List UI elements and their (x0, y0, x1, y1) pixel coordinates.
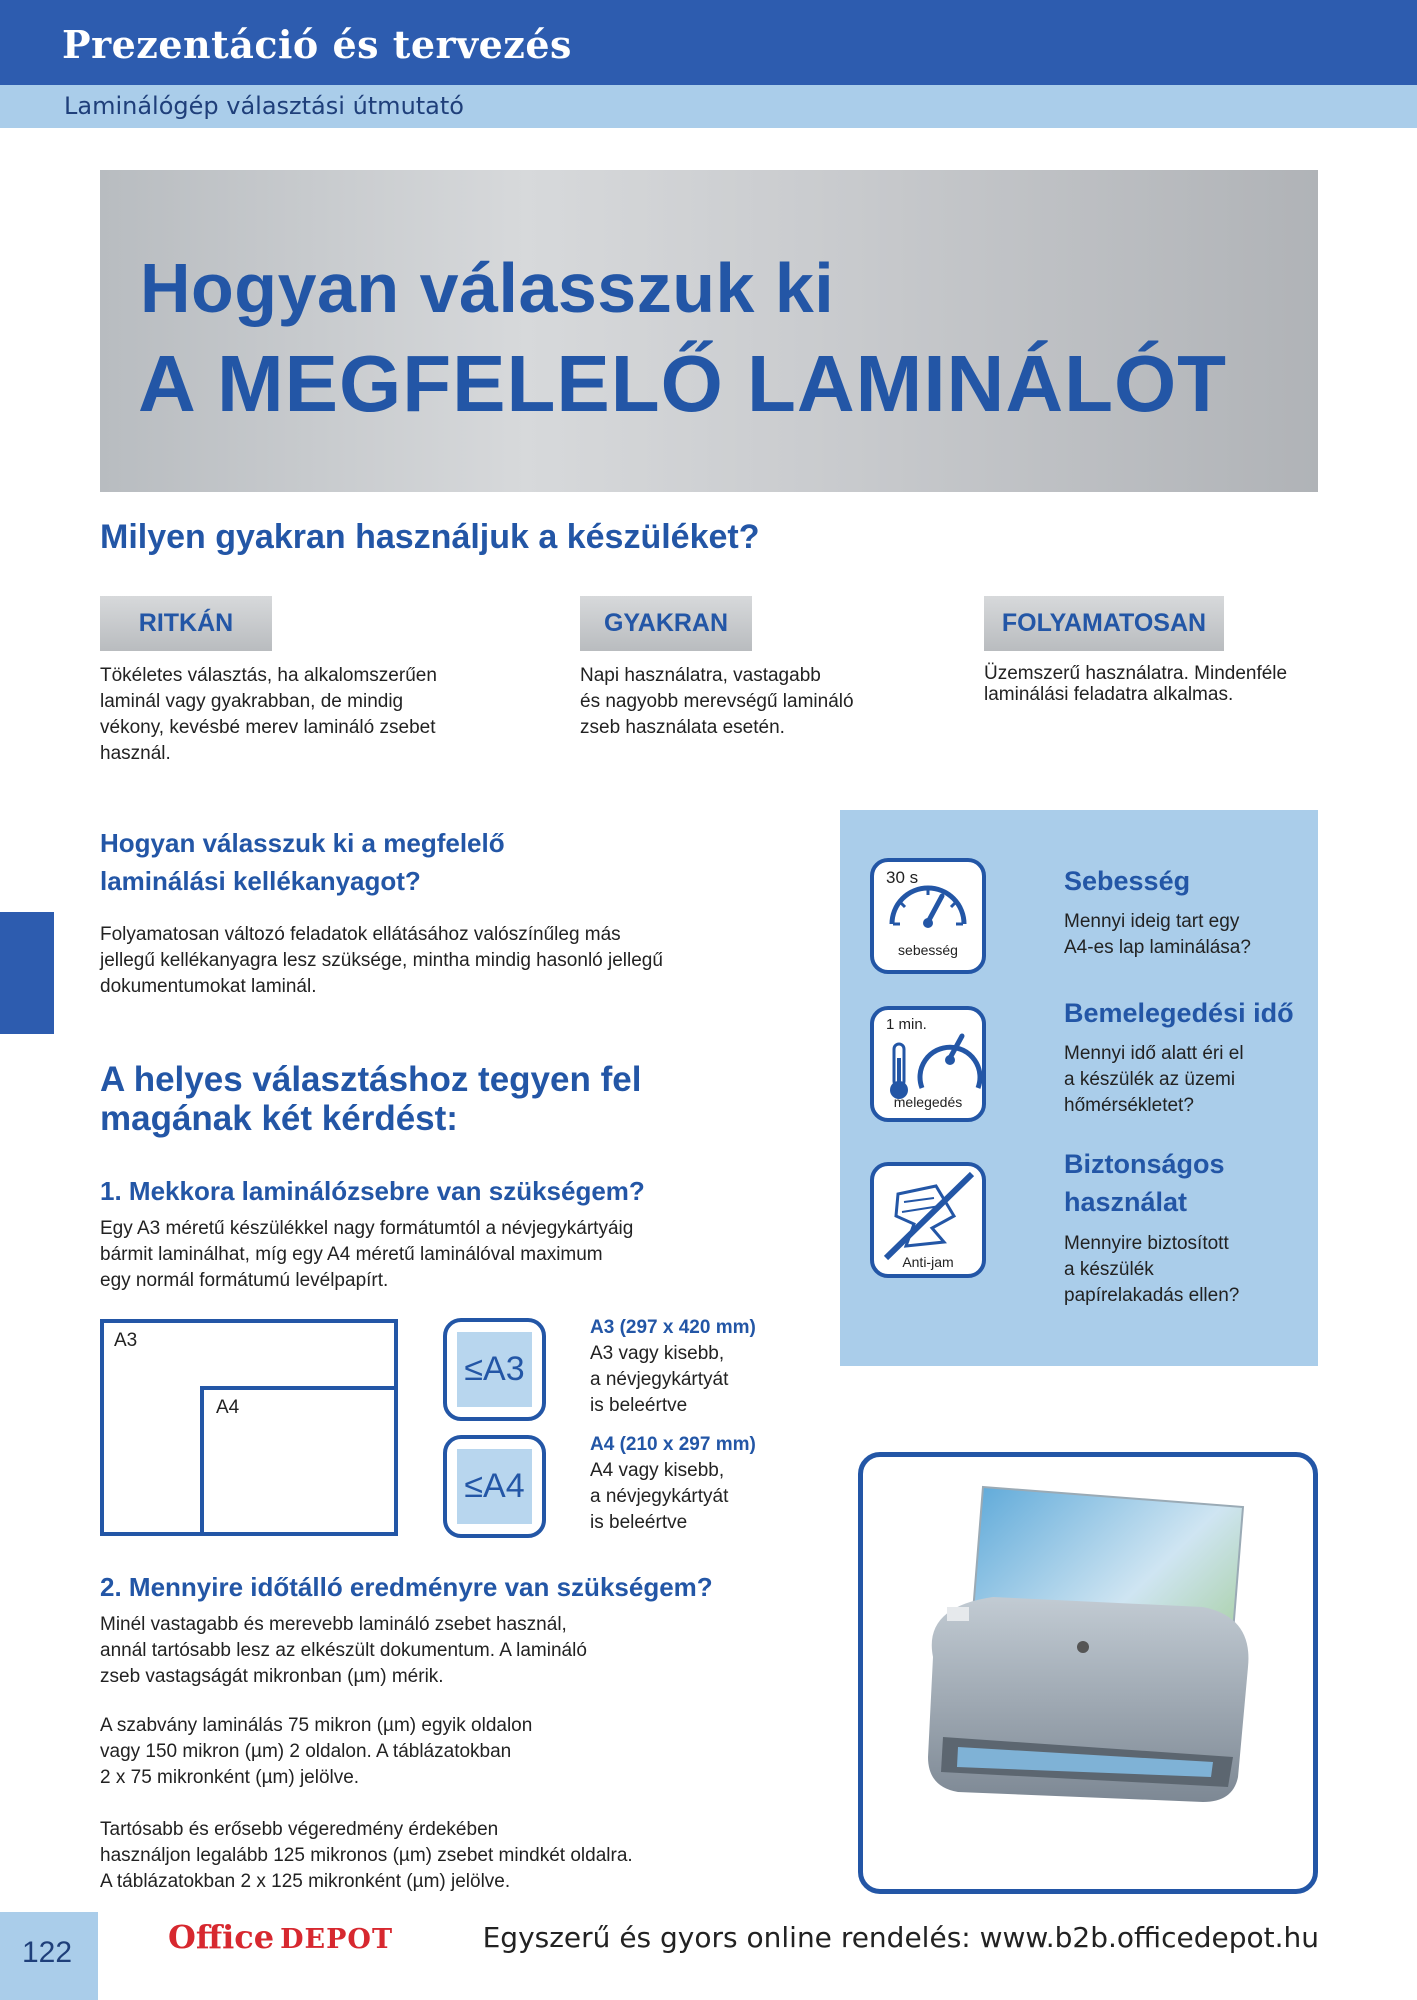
frequency-heading: Milyen gyakran használjuk a készüléket? (100, 518, 760, 556)
freq-text-rarely: Tökéletes választás, ha alkalomszerűen laminál vagy gyakrabban, de mindig vékony, kevésbé merev lamináló zsebet használ. (100, 665, 437, 764)
feature-safety-title: Biztonságos használat (1064, 1149, 1225, 1217)
side-tab (0, 912, 54, 1034)
section-subtitle: Laminálógép választási útmutató (64, 92, 464, 120)
feature-speed-title: Sebesség (1064, 866, 1191, 896)
a4-description: A4 (210 x 297 mm) A4 vagy kisebb, a névjegykártyát is beleértve (590, 1434, 756, 1533)
freq-tag-often: GYAKRAN (580, 596, 752, 651)
feature-warmup-text: Mennyi idő alatt éri el a készülék az üzemi hőmérsékletet? (1064, 1043, 1244, 1116)
questions-heading: A helyes választáshoz tegyen fel magának két kérdést: (100, 1060, 642, 1138)
question1-text: Egy A3 méretű készülékkel nagy formátumtól a névjegykártyáig bármit laminálhat, míg egy A4 méretű laminálóval maximum egy normál formátumú levélpapírt. (100, 1218, 634, 1291)
question2-paragraph2: A szabvány laminálás 75 mikron (µm) egyik oldalon vagy 150 mikron (µm) 2 oldalon. A táblázatokban 2 x 75 mikronként (µm) jelölve. (100, 1715, 533, 1788)
freq-tag-continuous: FOLYAMATOSAN (984, 596, 1224, 651)
office-depot-logo: Office DEPOT (168, 1918, 394, 1956)
page-number: 122 (22, 1936, 73, 1969)
hero-banner (100, 170, 1318, 492)
freq-text-continuous: Üzemszerű használatra. Mindenféle laminálási feladatra alkalmas. (984, 663, 1288, 705)
a4-box-label: A4 (216, 1397, 240, 1418)
question2-paragraph3: Tartósabb és erősebb végeredmény érdekében használjon legalább 125 mikronos (µm) zsebet mindkét oldalra. A táblázatokban 2 x 125 mikronként (µm) jelölve. (100, 1819, 633, 1892)
a3-description: A3 (297 x 420 mm) A3 vagy kisebb, a névjegykártyát is beleértve (590, 1317, 756, 1416)
freq-text-often: Napi használatra, vastagabb és nagyobb merevségű lamináló zseb használata esetén. (580, 665, 854, 738)
anti-jam-icon: Anti-jam (870, 1162, 986, 1278)
supplies-heading: Hogyan válasszuk ki a megfelelő laminálási kellékanyagot? (100, 828, 505, 896)
question2-title: 2. Mennyire időtálló eredményre van szükségem? (100, 1572, 713, 1602)
question1-title: 1. Mekkora laminálózsebre van szükségem? (100, 1176, 645, 1206)
footer-tagline: Egyszerű és gyors online rendelés: www.b2b.officedepot.hu (482, 1921, 1319, 1954)
a3-box-label: A3 (114, 1330, 138, 1351)
laminator-illustration (863, 1457, 1313, 1889)
thermometer-icon: 1 min. melegedés (870, 1006, 986, 1122)
a4-badge-label: ≤A4 (457, 1449, 532, 1524)
question2-paragraph1: Minél vastagabb és merevebb lamináló zsebet használ, annál tartósabb lesz az elkészült dokumentum. A lamináló zseb vastagságát mikronban (µm) mérik. (100, 1614, 587, 1687)
stopwatch-icon: 30 s sebesség (870, 858, 986, 974)
feature-speed-text: Mennyi ideig tart egy A4-es lap laminálása? (1064, 911, 1251, 958)
a3-badge-label: ≤A3 (457, 1332, 532, 1407)
feature-safety-text: Mennyire biztosított a készülék papírelakadás ellen? (1064, 1233, 1240, 1306)
a3-badge (443, 1318, 546, 1421)
feature-warmup-title: Bemelegedési idő (1064, 998, 1294, 1028)
section-title: Prezentáció és tervezés (62, 22, 572, 67)
supplies-text: Folyamatosan változó feladatok ellátásához valószínűleg más jellegű kellékanyagra lesz szüksége, mintha mindig hasonló jellegű dokumentumokat laminál. (100, 924, 663, 997)
hero-title-line2: A MEGFELELŐ LAMINÁLÓT (138, 339, 1228, 428)
a4-badge (443, 1435, 546, 1538)
laminator-image-frame (858, 1452, 1318, 1894)
hero-title-line1: Hogyan válasszuk ki (140, 249, 835, 327)
freq-tag-rarely: RITKÁN (100, 596, 272, 651)
